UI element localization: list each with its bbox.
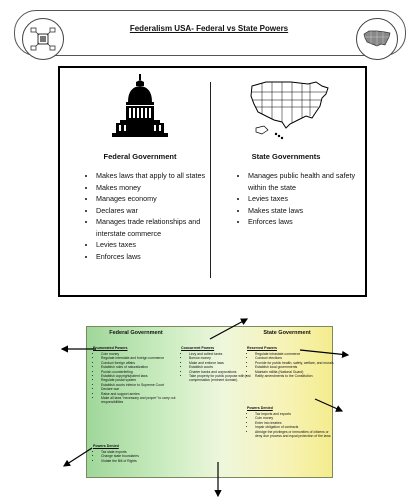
enumerated-power-item: • Punish counterfeiting xyxy=(101,370,183,374)
federal-power-item: • Makes money xyxy=(96,182,214,194)
concurrent-power-item: • Levy and collect taxes xyxy=(189,352,253,356)
arrow-down-left xyxy=(64,448,92,466)
concurrent-power-item: • Borrow money xyxy=(189,356,253,360)
reserved-power-item: • Regulate intrastate commerce xyxy=(255,352,335,356)
reserved-power-item: • Establish local governments xyxy=(255,365,335,369)
federal-title: Federal Government xyxy=(103,152,177,161)
federal-power-item: • Declares war xyxy=(96,205,214,217)
enumerated-power-item: • Coin money xyxy=(101,352,183,356)
state-denied-item: • Enter into treaties xyxy=(255,421,335,425)
concurrent-powers-title: Concurrent Powers xyxy=(181,346,215,350)
reserved-power-item: • Ratify amendments to the Constitution xyxy=(255,374,335,378)
federal-power-item: • Manages trade relationships and interstate commerce xyxy=(96,216,214,239)
concurrent-power-item: • Make and enforce laws xyxy=(189,361,253,365)
state-power-item: • Makes state laws xyxy=(248,205,366,217)
federal-denied-item: • Tax state exports xyxy=(101,450,183,454)
federal-powers-denied-title: Powers Denied xyxy=(93,444,119,448)
reserved-power-item: • Conduct elections xyxy=(255,356,335,360)
arrow-right-lower xyxy=(315,399,342,411)
diagram-federal-title: Federal Government xyxy=(109,330,163,336)
state-power-item: • Manages public health and safety within the state xyxy=(248,170,366,193)
page-title: Federalism USA- Federal vs State Powers xyxy=(129,24,289,33)
concurrent-power-item: • Take property for public purpose with just compensation (eminent domain) xyxy=(189,374,253,383)
state-power-item: • Enforces laws xyxy=(248,216,366,228)
enumerated-power-item: • Regulate postal system xyxy=(101,378,183,382)
enumerated-power-item: • Raise and support armies xyxy=(101,392,183,396)
enumerated-power-item: • Declare war xyxy=(101,387,183,391)
reserved-power-item: • Maintain militia (National Guard) xyxy=(255,370,335,374)
enumerated-power-item: • Regulate interstate and foreign commerce xyxy=(101,356,183,360)
state-denied-item: • Impair obligation of contracts xyxy=(255,425,335,429)
enumerated-power-item: • Make all laws "necessary and proper" to carry out responsibilities xyxy=(101,396,183,405)
enumerated-power-item: • Conduct foreign affairs xyxy=(101,361,183,365)
enumerated-power-item: • Establish copyright/patent laws xyxy=(101,374,183,378)
state-denied-item: • Coin money xyxy=(255,416,335,420)
state-title: State Governments xyxy=(251,152,321,161)
state-power-item: • Levies taxes xyxy=(248,193,366,205)
federal-denied-item: • Change state boundaries xyxy=(101,454,183,458)
reserved-powers-title: Reserved Powers xyxy=(247,346,277,350)
federal-power-item: • Manages economy xyxy=(96,193,214,205)
arrow-right xyxy=(300,350,348,355)
federal-power-item: • Enforces laws xyxy=(96,251,214,263)
arrow-up xyxy=(210,319,247,339)
enumerated-powers-title: Enumerated Powers xyxy=(93,346,128,350)
concurrent-power-item: • Charter banks and corporations xyxy=(189,370,253,374)
diagram-state-title: State Government xyxy=(263,330,311,336)
state-powers-denied-title: Powers Denied xyxy=(247,406,273,410)
federal-power-item: • Levies taxes xyxy=(96,239,214,251)
concurrent-power-item: • Establish courts xyxy=(189,365,253,369)
reserved-power-item: • Provide for public health, safety, welfare, and morals xyxy=(255,361,335,365)
enumerated-power-item: • Establish rules of naturalization xyxy=(101,365,183,369)
federal-denied-item: • Violate the Bill of Rights xyxy=(101,459,183,463)
state-denied-item: • Tax imports and exports xyxy=(255,412,335,416)
state-denied-item: • Abridge the privileges or immunities of citizens or deny due process and equal protection of the laws xyxy=(255,430,335,439)
federal-power-item: • Makes laws that apply to all states xyxy=(96,170,214,182)
enumerated-power-item: • Establish courts inferior to Supreme Court xyxy=(101,383,183,387)
